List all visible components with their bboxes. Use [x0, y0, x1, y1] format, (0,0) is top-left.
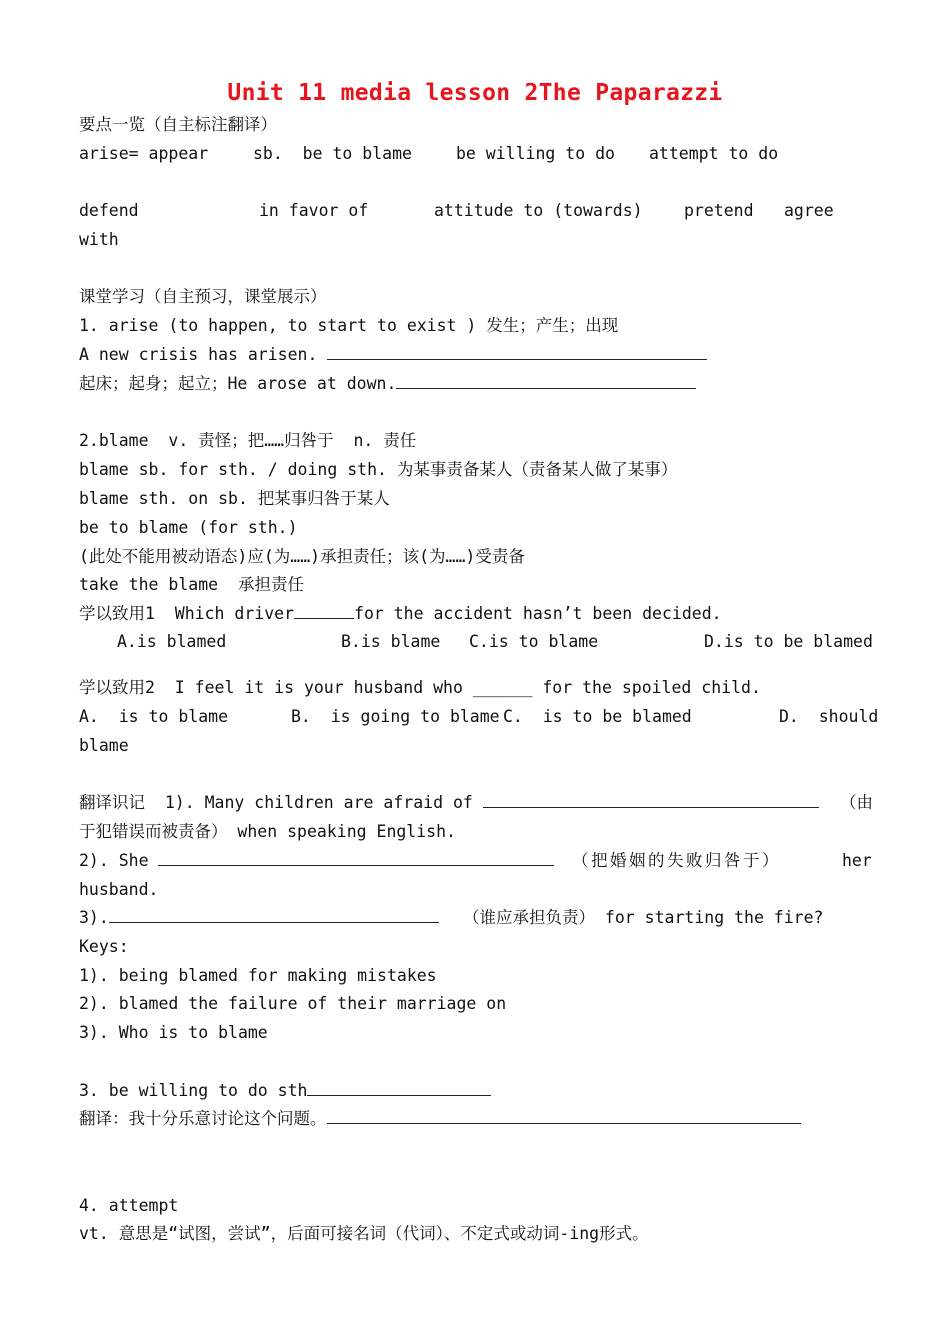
overview-term-wrap: with [79, 230, 119, 249]
overview-term: pretend [684, 201, 754, 220]
section-heading: 课堂学习（自主预习，课堂展示） [79, 287, 327, 306]
item3-translate [79, 1108, 801, 1130]
option-d[interactable]: D. should [779, 707, 879, 726]
overview-term: in favor of [259, 201, 369, 220]
translate-line [79, 850, 554, 872]
exercise-question: 学以致用2 I feel it is your husband who ______ for the spoiled child. [79, 678, 761, 697]
answer-blank[interactable] [327, 1109, 801, 1124]
translate-text: 3). [79, 908, 109, 927]
overview-term: be willing to do [456, 144, 615, 163]
option-b[interactable]: B.is blame [341, 632, 441, 651]
overview-term: defend [79, 201, 139, 220]
item3-text: 翻译：我十分乐意讨论这个问题。 [79, 1109, 327, 1128]
key-answer: 3). Who is to blame [79, 1023, 268, 1042]
option-c[interactable]: C.is to blame [469, 632, 599, 651]
overview-heading: 要点一览（自主标注翻译） [79, 115, 277, 134]
translate-text: 翻译识记 1). Many children are afraid of [79, 793, 473, 812]
answer-blank[interactable] [396, 374, 696, 389]
translate-line: husband. [79, 880, 159, 899]
usage-line: take the blame 承担责任 [79, 575, 304, 594]
overview-term: agree [784, 201, 834, 220]
overview-term: arise= appear [79, 144, 209, 163]
answer-blank[interactable] [307, 1081, 491, 1096]
usage-line: (此处不能用被动语态)应(为……)承担责任；该(为……)受责备 [79, 547, 525, 566]
answer-blank[interactable] [158, 851, 554, 866]
keys-label: Keys: [79, 937, 129, 956]
item1-example [79, 373, 696, 395]
option-d[interactable]: D.is to be blamed [704, 632, 873, 651]
translate-text: her [842, 851, 872, 870]
option-a[interactable]: A. is to blame [79, 707, 229, 726]
option-b[interactable]: B. is going to blame [291, 707, 500, 726]
answer-blank[interactable] [294, 604, 354, 619]
question-text: 学以致用1 Which driver [79, 604, 295, 623]
answer-blank[interactable] [483, 793, 819, 808]
question-text: for the accident hasn’t been decided. [354, 604, 722, 623]
item1-example [79, 344, 707, 366]
option-d-wrap: blame [79, 736, 129, 755]
translate-hint: （把婚姻的失败归咎于） [572, 851, 781, 870]
usage-line: be to blame (for sth.) [79, 518, 298, 537]
overview-term: sb. be to blame [253, 144, 412, 163]
item1-heading: 1. arise (to happen, to start to exist ) 发生；产生；出现 [79, 316, 619, 335]
example-text: A new crisis has arisen. [79, 345, 318, 364]
option-c[interactable]: C. is to be blamed [503, 707, 692, 726]
key-answer: 1). being blamed for making mistakes [79, 966, 437, 985]
translate-text: 2). She [79, 851, 149, 870]
key-answer: 2). blamed the failure of their marriage on [79, 994, 507, 1013]
translate-hint: （由 [840, 793, 873, 812]
example-text: 起床；起身；起立；He arose at down. [79, 374, 397, 393]
item2-heading: 2.blame v. 责怪；把……归咎于 n. 责任 [79, 431, 417, 450]
option-a[interactable]: A.is blamed [117, 632, 227, 651]
usage-line: blame sth. on sb. 把某事归咎于某人 [79, 489, 390, 508]
translate-hint: （谁应承担负责） for starting the fire? [463, 908, 824, 927]
exercise-question [79, 603, 722, 625]
overview-term: attempt to do [649, 144, 779, 163]
item3-text: 3. be willing to do sth [79, 1081, 308, 1100]
item4-heading: 4. attempt [79, 1196, 179, 1215]
item3-heading [79, 1080, 491, 1102]
overview-term: attitude to (towards) [434, 201, 643, 220]
translate-line [79, 792, 819, 814]
answer-blank[interactable] [109, 908, 439, 923]
page-title: Unit 11 media lesson 2The Paparazzi [227, 80, 723, 106]
usage-line: blame sb. for sth. / doing sth. 为某事责备某人（责备某人做了某事） [79, 460, 678, 479]
translate-line: 于犯错误而被责备） when speaking English. [79, 822, 456, 841]
item4-definition: vt. 意思是“试图，尝试”，后面可接名词（代词）、不定式或动词-ing形式。 [79, 1224, 649, 1243]
answer-blank[interactable] [327, 345, 707, 360]
translate-line [79, 907, 439, 929]
